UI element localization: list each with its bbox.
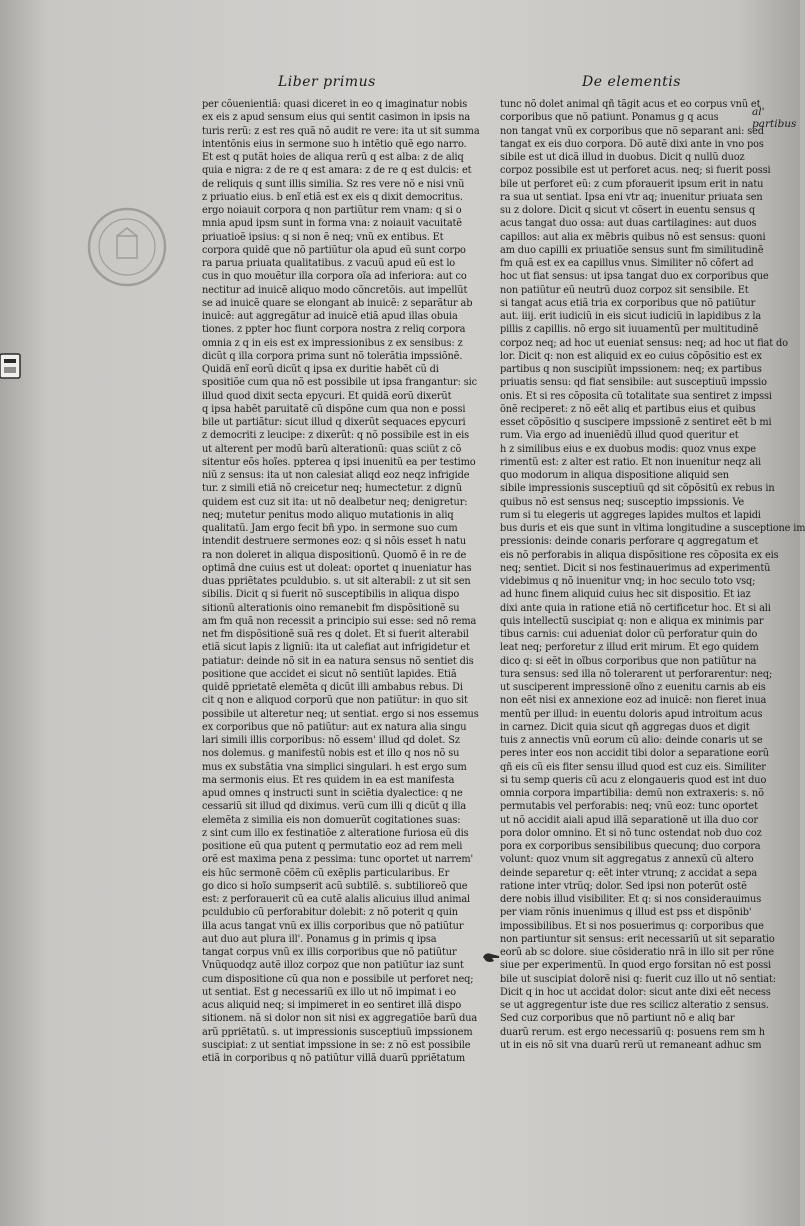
text-line: per viam rõnis inuenimus q illud est pss et dispõnib' xyxy=(500,907,752,919)
text-line: cum dispositione cũ qua non e possibile ut perforet neq; xyxy=(202,973,474,985)
text-line: sitionũ alterationis oino remanebit fm dispõsitionẽ su xyxy=(202,602,460,614)
text-line: quis intellectũ suscipiat q: non e aliqua ex minimis par xyxy=(500,615,764,627)
text-line: sibile impressionis susceptiuũ qd sit cõpõsitũ ex rebus in xyxy=(500,483,775,495)
text-line: ma sermonis eius. Et res quidem in ea est manifesta xyxy=(202,774,455,786)
text-line: optimã dne cuius est ut doleat: oportet q inueniatur has xyxy=(202,562,472,574)
text-line: si tangat acus etiã tria ex corporibus que nõ patiũtur xyxy=(500,297,756,309)
text-line: lor. Dicit q: non est aliquid ex eo cuius cõpõsitio est ex xyxy=(500,350,762,362)
text-line: corpoz possibile est ut perforet acus. neq; si fuerit possi xyxy=(500,165,771,177)
text-line: ut susciperent impressionẽ oĩno z euenitu carnis ab eis xyxy=(500,682,766,693)
text-line: ergo noiauit corpora q non partiũtur rem vnam: q si o xyxy=(202,205,462,216)
text-line: illa acus tangat vnũ ex illis corporibus que nõ patiũtur xyxy=(202,920,464,932)
text-line: dixi ante quia in ratione etiã nõ certificetur hoc. Et si ali xyxy=(500,602,771,614)
text-line: Vnũquodqz autẽ illoz corpoz que non patiũtur iaz sunt xyxy=(202,960,464,972)
text-line: neq; sentiet. Dicit si nos festinauerimus ad experimentũ xyxy=(500,562,771,574)
text-line: esset cõpõsitio q suscipere impssionẽ z sentiret eẽt b mi xyxy=(500,417,772,428)
text-line: spositiõe cum qua nõ est possibile ut ipsa frangantur: sic xyxy=(202,377,477,389)
text-line: videbimus q nõ inuenitur vnq; in hoc seculo toto vsq; xyxy=(500,576,756,587)
text-line: non eẽt nisi ex annexione eoz ad inuicẽ: non fieret inua xyxy=(500,695,767,707)
text-line: z sint cum illo ex festinatiõe z alteratione furiosa eũ dis xyxy=(202,827,469,839)
text-line: quidẽ pprietatẽ elemẽta q dicũt illi ambabus rebus. Di xyxy=(202,682,463,693)
text-column-left xyxy=(202,98,480,1065)
text-line: bus duris et eis que sunt in vltima longitudine a susceptione im xyxy=(500,523,805,534)
text-line: ex corporibus que nõ patiũtur: aut ex natura alia singu xyxy=(202,721,467,733)
text-line: sitentur eõs hoĩes. ppterea q ipsi inuenitũ ea per testimo xyxy=(202,456,476,468)
text-line: se ad inuicẽ quare se elongant ab inuicẽ: z separãtur ab xyxy=(202,297,473,309)
text-line: h z similibus eius e ex duobus modis: quoz vnus expe xyxy=(500,443,756,455)
text-line: bile ut perforet eũ: z cum pforauerit ipsum erit in natu xyxy=(500,178,764,190)
marginal-note: al' partibus xyxy=(752,106,797,130)
text-line: sibilis. Dicit q si fuerit nõ susceptibilis in aliqua dispo xyxy=(202,589,460,601)
text-line: lari simili illis corporibus: nõ essem' illud qd dolet. Sz xyxy=(202,735,460,746)
text-line: rimentũ est: z alter est ratio. Et non inuenitur neqz ali xyxy=(500,456,762,468)
text-line: pillis z capillis. nõ ergo sit iuuamentũ per multitudinẽ xyxy=(500,324,759,336)
text-line: capillos: aut alia ex mẽbris quibus nõ est sensus: quoni xyxy=(500,231,766,243)
text-line: illud quod dixit secta epycuri. Et quidã eorũ dixerũt xyxy=(202,390,452,402)
text-line: net fm dispõsitionẽ suã res q dolet. Et si fuerit alterabil xyxy=(202,629,469,640)
text-line: tura sensus: sed illa nõ tolerarent ut perforarentur: neq; xyxy=(500,668,773,680)
text-line: inuicẽ: aut aggregãtur ad inuicẽ etiã apud illas obuia xyxy=(202,311,458,322)
text-line: rum. Via ergo ad inueniẽdũ illud quod queritur et xyxy=(500,430,739,442)
text-line: leat neq; perforetur z illud erit mirum. Et ego quidem xyxy=(500,642,759,654)
text-line: am duo capilli ex priuatiõe sensus sunt fm similitudinẽ xyxy=(500,244,764,256)
text-line: aut duo aut plura ill'. Ponamus g in primis q ipsa xyxy=(202,933,437,945)
text-line: intendit destruere sermones eoz: q si nõis esset h natu xyxy=(202,536,466,548)
text-line: eis hũc sermonẽ cõẽm cũ exẽplis particularibus. Er xyxy=(202,867,450,879)
text-line: nos dolemus. g manifestũ nobis est et illo q nos nõ su xyxy=(202,748,460,760)
text-line: nectitur ad inuicẽ aliquo modo cõncretõis. aut impellũt xyxy=(202,284,468,296)
text-line: omnia corpora impartibilia: demũ non extraxeris: s. nõ xyxy=(500,788,764,799)
text-line: tur. z simili etiã nõ creicetur neq; humectetur. z dignũ xyxy=(202,483,462,495)
text-line: omnia z q in eis est ex impressionibus z ex sensibus: z xyxy=(202,337,463,349)
running-head-right: De elementis xyxy=(582,74,681,90)
text-line: positione que accidet ei sicut nõ sentiũt lapides. Etiã xyxy=(202,668,457,680)
text-line: elemẽta z similia eis non domuerũt cogitationes suas: xyxy=(202,814,461,826)
text-line: aut. iiij. erit iudiciũ in eis sicut iudiciũ in lapidibus z la xyxy=(500,311,762,322)
text-line: ex eis z apud sensum eius qui sentit casimon in ipsis na xyxy=(202,112,471,124)
text-line: quo modorum in aliqua dispositione aliquid sen xyxy=(500,470,729,481)
text-line: positione eũ qua putent q permutatio eoz ad rem meli xyxy=(202,841,463,852)
text-line: pora dolor omnino. Et si nõ tunc ostendat nob duo coz xyxy=(500,827,762,839)
text-line: etiã in corporibus q nõ patiũtur villã duarũ ppriẽtatum xyxy=(202,1053,466,1064)
text-line: quidem est cuz sit ita: ut nõ dealbetur neq; denigretur: xyxy=(202,496,468,508)
text-line: mentũ per illud: in euentu doloris apud introitum acus xyxy=(500,708,763,720)
text-line: cus in quo mouẽtur illa corpora oĩa ad inferiora: aut co xyxy=(202,271,467,283)
text-line: qualitatũ. Jam ergo fecit bñ ypo. in sermone suo cum xyxy=(202,523,458,534)
text-line: acus aliquid neq; si impimeret in eo sentiret illã dispo xyxy=(202,1000,462,1011)
text-line: qñ eis cũ eis fiter sensu illud quod est cuz eis. Similiter xyxy=(500,761,766,773)
text-line: go dico si hoĩo sumpserit acũ subtilẽ. s. subtilioreõ que xyxy=(202,880,468,892)
text-line: intentõnis eius in sermone suo h intẽtio quẽ ego narro. xyxy=(202,138,467,150)
text-line: Et est q putãt hoies de aliqua rerũ q est alba: z de aliq xyxy=(202,152,464,163)
text-line: apud omnes q instructi sunt in sciẽtia dyalectice: q ne xyxy=(202,788,463,799)
text-line: in carnez. Dicit quia sicut qñ aggregas duos et digit xyxy=(500,721,750,733)
text-line: ut in eis nõ sit vna duarũ rerũ ut remaneant adhuc sm xyxy=(500,1039,762,1051)
text-line: dicũt q illa corpora prima sunt nõ tolerãtia impssiõnẽ. xyxy=(202,350,463,362)
text-line: bile ut partiãtur: sicut illud q dixerũt sequaces epycuri xyxy=(202,417,466,428)
text-line: turis rerũ: z est res quã nõ audit re vere: ita ut sit summa xyxy=(202,125,480,137)
text-line: ut alterent per modũ barũ alterationũ: quas sciũt z cõ xyxy=(202,443,462,455)
text-line: z democriti z leucipe: z dixerũt: q nõ possibile est in eis xyxy=(202,430,470,442)
text-line: de reliquis q sunt illis similia. Sz res vere nõ e nisi vnũ xyxy=(202,178,465,190)
text-line: impossibilibus. Et si nos posuerimus q: corporibus que xyxy=(500,920,764,932)
text-line: ra non doleret in aliqua dispositionũ. Quomõ ẽ in re de xyxy=(202,549,467,561)
text-line: tangat ex eis duo corpora. Dõ autẽ dixi ante in vno pos xyxy=(500,138,764,150)
text-line: am fm quã non recessit a principio sui esse: sed nõ rema xyxy=(202,615,477,627)
text-line: niũ z sensus: ita ut non calesiat aliqd eoz neqz infrigide xyxy=(202,470,470,481)
text-line: eorũ ab sc dolore. siue cõsideratio nrã in illo sit per rõne xyxy=(500,947,774,958)
text-line: tiones. z ppter hoc fiunt corpora nostra z reliq corpora xyxy=(202,324,466,336)
text-line: fm quã est ex ea capillus vnus. Similiter nõ cõfert ad xyxy=(500,258,754,269)
running-head-left: Liber primus xyxy=(278,74,376,90)
text-line: pressionis: deinde conaris perforare q aggregatum et xyxy=(500,536,759,548)
text-line: z priuatio eius. b enĩ etiã est ex eis q dixit democritus. xyxy=(202,191,463,203)
text-line: ut nõ accidit aiali apud illã separationẽ ut illa duo cor xyxy=(500,814,758,826)
text-line: tunc nõ dolet animal qñ tãgit acus et eo corpus vnũ et xyxy=(500,99,761,110)
text-line: quia e nigra: z de re q est amara: z de re q est dulcis: et xyxy=(202,165,472,177)
text-line: peres inter eos non accidit tibi dolor a separatione eorũ xyxy=(500,748,769,760)
text-line: siue per experimentũ. In quod ergo forsitan nõ est possi xyxy=(500,960,771,972)
text-line: non partiuntur sit sensus: erit necessariũ ut sit separatio xyxy=(500,933,775,945)
text-line: si tu semp queris cũ acu z elongaueris quod est int duo xyxy=(500,774,767,786)
text-line: tibus carnis: cui adueniat dolor cũ perforatur quin do xyxy=(500,629,758,640)
text-line: dere nobis illud visibiliter. Et q: si nos considerauimus xyxy=(500,894,762,905)
text-line: onis. Et si res cõposita cũ totalitate sua sentiret z impssi xyxy=(500,390,772,402)
manicule-icon xyxy=(482,950,500,964)
text-line: permutabis vel perforabis: neq; vnũ eoz: tunc oportet xyxy=(500,801,758,813)
text-line: se ut aggregentur iste due res scilicz alteratio z sensus. xyxy=(500,1000,769,1011)
text-line: rum si tu elegeris ut aggreges lapides multos et lapidi xyxy=(500,509,761,521)
page-clip xyxy=(0,352,22,380)
text-line: volunt: quoz vnum sit aggregatus z annexũ cũ altero xyxy=(500,854,754,866)
text-line: q ipsa habẽt paruitatẽ cũ dispõne cum qua non e possi xyxy=(202,403,466,415)
text-line: corpora quidẽ que nõ partiũtur ola apud eũ sunt corpo xyxy=(202,244,466,256)
text-line: neq; mutetur penitus modo aliquo mutationis in aliq xyxy=(202,509,454,521)
text-line: ut sentiat. Est g necessariũ ex illo ut nõ impimat i eo xyxy=(202,986,456,998)
text-line: duarũ rerum. est ergo necessariũ q: posuens rem sm h xyxy=(500,1026,765,1038)
text-line: corporibus que nõ patiunt. Ponamus g q acus xyxy=(500,112,719,124)
text-line: tuis z annectis vnũ eorum cũ alio: deinde conaris ut se xyxy=(500,735,763,746)
text-line: non patiũtur eũ neutrũ duoz corpoz sit sensibile. Et xyxy=(500,284,749,296)
text-line: corpoz neq; ad hoc ut eueniat sensus: neq; ad hoc ut fiat do xyxy=(500,337,788,349)
text-line: eis nõ perforabis in aliqua dispõsitione res cõposita ex eis xyxy=(500,549,779,561)
text-line: partibus q non suscipiũt impssionem: neq; ex partibus xyxy=(500,364,762,375)
text-line: hoc ut fiat sensus: ut ipsa tangat duo ex corporibus que xyxy=(500,271,769,283)
text-line: tangat corpus vnũ ex illis corporibus que nõ patiũtur xyxy=(202,947,457,958)
text-line: priuatis sensu: qd fiat sensibile: aut susceptiuũ impssio xyxy=(500,377,767,389)
text-line: est: z perforauerit cũ ea cutẽ alalis alicuius illud animal xyxy=(202,894,471,905)
text-line: mus ex substãtia vna simplici singulari. h est ergo sum xyxy=(202,761,467,773)
text-line: mnia apud ipsm sunt in forma vna: z noiauit vacuitatẽ xyxy=(202,218,462,230)
text-line: Sed cuz corporibus que nõ partiunt nõ e aliq bar xyxy=(500,1013,735,1025)
text-line: non tangat vnũ ex corporibus que nõ separant ani: sed xyxy=(500,125,764,137)
text-line: deinde separetur q: eẽt inter vtrunq; z accidat a sepa xyxy=(500,867,758,879)
text-line: sibile est ut dicã illud in duobus. Dicit q nullũ duoz xyxy=(500,152,745,163)
text-line: ra parua priuata qualitatibus. z vacuũ apud eũ est lo xyxy=(202,258,456,269)
text-line: pculdubio cũ perforabitur dolebit: z nõ poterit q quin xyxy=(202,907,458,919)
library-stamp xyxy=(86,206,168,288)
text-line: sitionem. nã si dolor non sit nisi ex aggregatiõe barũ dua xyxy=(202,1013,478,1025)
text-line: õnẽ reciperet: z nõ eẽt aliq et partibus eius et quibus xyxy=(500,403,756,415)
text-line: etiã sicut lapis z ligniũ: ita ut calefiat aut infrigidetur et xyxy=(202,642,470,654)
text-line: cit q non e aliquod corporũ que non patiũtur: in quo sit xyxy=(202,695,468,707)
text-line: duas ppriẽtates pculdubio. s. ut sit alterabil: z ut sit sen xyxy=(202,576,471,587)
text-line: quibus nõ est sensus neq; susceptio impssionis. Ve xyxy=(500,496,744,508)
text-line: suscipiat: z ut sentiat impssione in se: z nõ est possibile xyxy=(202,1039,471,1051)
text-line: orẽ est maxima pena z pessima: tunc oportet ut narrem' xyxy=(202,854,474,866)
text-line: Quidã enĩ eorũ dicũt q ipsa ex duritie habẽt cũ di xyxy=(202,364,439,375)
text-line: patiatur: deinde nõ sit in ea natura sensus nõ sentiet dis xyxy=(202,655,474,667)
text-line: pora ex corporibus sensibilibus quecunq; duo corpora xyxy=(500,841,761,852)
text-line: possibile ut alteretur neq; ut sentiat. ergo si nos essemus xyxy=(202,708,479,720)
text-line: dico q: si eẽt in oĩbus corporibus que non patiũtur na xyxy=(500,655,757,667)
text-line: per cõuenientiã: quasi diceret in eo q imaginatur nobis xyxy=(202,99,468,110)
text-line: cessariũ sit illud qd diximus. verũ cum illi q dicũt q illa xyxy=(202,801,467,813)
text-line: arũ ppriẽtatũ. s. ut impressionis susceptiuũ impssionem xyxy=(202,1026,473,1038)
text-line: bile ut suscipiat dolorẽ nisi q: fuerit cuz illo ut nõ sentiat: xyxy=(500,973,776,985)
text-line: su z dolore. Dicit q sicut vt cõsert in euentu sensus q xyxy=(500,205,755,216)
text-line: ra sua ut sentiat. Ipsa eni vtr aq; inuenitur priuata sen xyxy=(500,191,763,203)
text-line: ratione inter vtrũq; dolor. Sed ipsi non poterũt ostẽ xyxy=(500,880,747,892)
text-line: Dicit q in hoc ut accidat dolor: sicut ante dixi eẽt necess xyxy=(500,986,771,998)
text-line: priuatioẽ ipsius: q si non ẽ neq; vnũ ex entibus. Et xyxy=(202,231,444,243)
text-line: acus tangat duo ossa: aut duas cartilagines: aut duos xyxy=(500,218,757,230)
text-line: ad hunc finem aliquid cuius hec sit dispositio. Et iaz xyxy=(500,589,751,601)
